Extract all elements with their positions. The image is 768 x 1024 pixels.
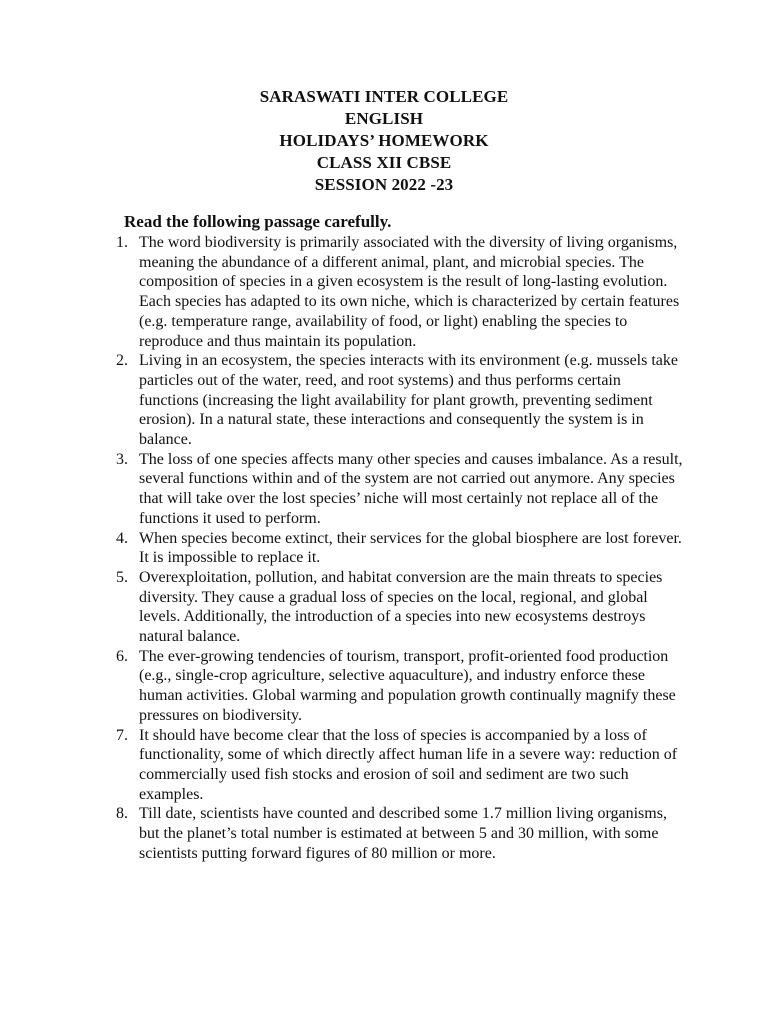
item-number: 6.	[116, 647, 128, 665]
passage-list	[0, 233, 768, 864]
list-item	[0, 351, 684, 450]
instruction-heading: Read the following passage carefully.	[124, 212, 392, 231]
item-number: 8.	[116, 805, 128, 823]
item-number: 5.	[116, 568, 128, 586]
item-text: The ever-growing tendencies of tourism, transport, profit-oriented food production (e.g., single-crop agriculture, selective aquaculture), and industry enforce these human activities. Global warming and population growth continually magnify these pressures on biodiversity.	[139, 647, 676, 724]
item-number: 2.	[116, 352, 128, 370]
item-text: It should have become clear that the loss of species is accompanied by a loss of functionality, some of which directly affect human life in a severe way: reduction of commercially used fish stocks and erosion of soil and sediment are two such examples.	[139, 726, 678, 803]
document-header	[0, 86, 768, 196]
item-number: 3.	[116, 450, 128, 468]
list-item	[0, 529, 684, 568]
homework-title: HOLIDAYS’ HOMEWORK	[279, 131, 489, 150]
item-text: Living in an ecosystem, the species interacts with its environment (e.g. mussels take particles out of the water, reed, and root systems) and thus performs certain functions (increasing the light availability for plant growth, preventing sediment erosion). In a natural state, these interactions and consequently the system is in balance.	[139, 352, 678, 449]
class-title: CLASS XII CBSE	[316, 153, 452, 172]
item-text: The loss of one species affects many other species and causes imbalance. As a result, several functions within and of the system are not carried out anymore. Any species that will take over the lost species’ niche will most certainly not replace all of the functions it used to perform.	[139, 450, 683, 527]
college-name: SARASWATI INTER COLLEGE	[259, 87, 509, 106]
session-title: SESSION 2022 -23	[314, 175, 454, 194]
item-text: Till date, scientists have counted and described some 1.7 million living organisms, but the planet’s total number is estimated at between 5 and 30 million, with some scientists putting forward figures of 80 million or more.	[139, 805, 667, 862]
list-item	[0, 568, 684, 647]
item-number: 4.	[116, 529, 128, 547]
list-item	[0, 726, 684, 805]
item-number: 7.	[116, 726, 128, 744]
item-number: 1.	[116, 234, 128, 251]
list-item	[0, 804, 684, 863]
list-item	[0, 450, 684, 529]
item-text: When species become extinct, their services for the global biosphere are lost forever. It is impossible to replace it.	[139, 529, 682, 567]
item-text: The word biodiversity is primarily associated with the diversity of living organisms, meaning the abundance of a different animal, plant, and microbial species. The composition of species in a given ecosystem is the result of long-lasting evolution. Each species has adapted to its own niche, which is characterized by certain features (e.g. temperature range, availability of food, or light) enabling the species to reproduce and thus maintain its population.	[139, 234, 680, 350]
subject-title: ENGLISH	[344, 109, 424, 128]
item-text: Overexploitation, pollution, and habitat conversion are the main threats to species diversity. They cause a gradual loss of species on the local, regional, and global levels. Additionally, the introduction of a species into new ecosystems destroys natural balance.	[139, 568, 663, 646]
list-item	[0, 233, 684, 351]
list-item	[0, 647, 684, 726]
